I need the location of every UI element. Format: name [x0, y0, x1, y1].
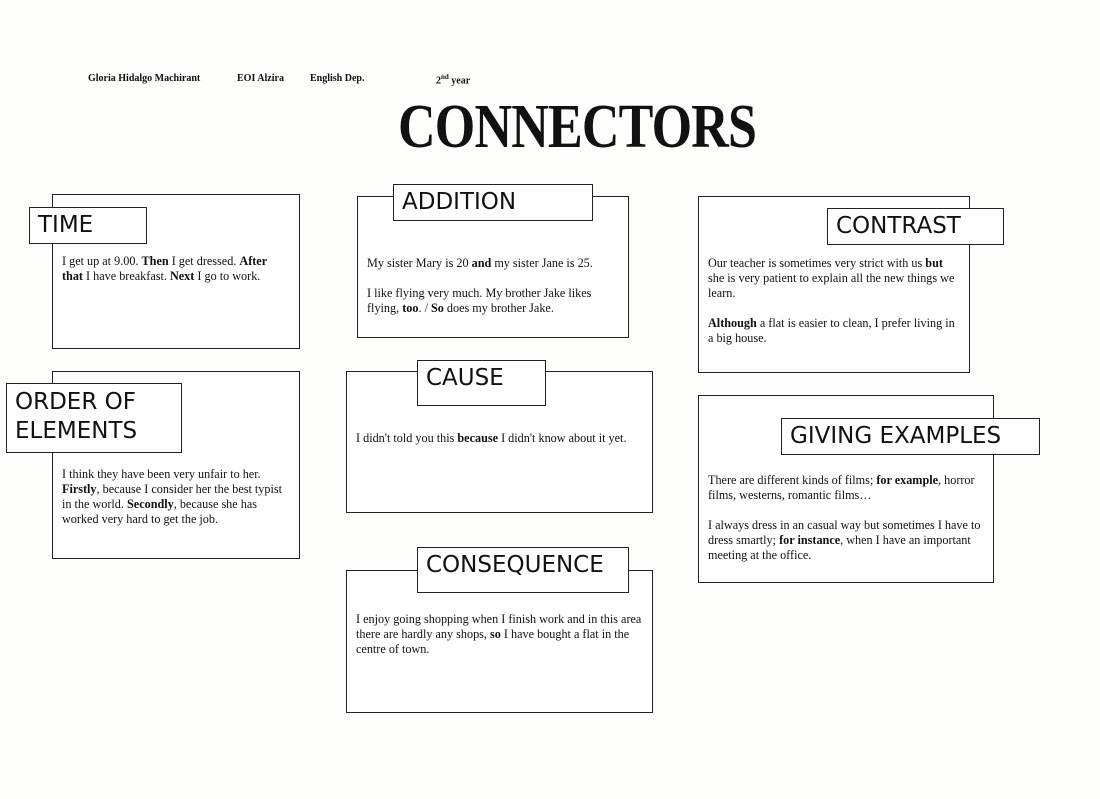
examples-example-1: There are different kinds of films; for example, horror films, westerns, romantic films… — [708, 473, 975, 502]
addition-example-1: My sister Mary is 20 and my sister Jane is 25. — [367, 256, 593, 270]
contrast-label: CONTRAST — [827, 208, 1004, 245]
time-text — [62, 254, 290, 284]
year-number: 2 — [436, 75, 441, 87]
connector-although: Although — [708, 316, 757, 330]
connector-and: and — [471, 256, 492, 270]
connector-too: too — [402, 301, 419, 315]
contrast-example-2: Although a flat is easier to clean, I prefer living in a big house. — [708, 316, 955, 345]
connector-secondly: Secondly — [127, 497, 174, 511]
connector-for-instance: for instance — [779, 533, 841, 547]
examples-label: GIVING EXAMPLES — [781, 418, 1040, 455]
addition-label: ADDITION — [393, 184, 593, 221]
connector-so: So — [431, 301, 444, 315]
consequence-label: CONSEQUENCE — [417, 547, 629, 593]
time-example: I get up at 9.00. Then I get dressed. After that I have breakfast. Next I go to work. — [62, 254, 267, 283]
cause-text — [356, 431, 641, 446]
addition-example-2: I like flying very much. My brother Jake likes flying, too. / So does my brother Jake. — [367, 286, 592, 315]
school-name: EOI Alzira — [237, 73, 284, 84]
department-name: English Dep. — [310, 73, 365, 84]
year-word: year — [451, 75, 471, 87]
connector-after-that: After that — [62, 254, 267, 283]
contrast-example-1: Our teacher is sometimes very strict with us but she is very patient to explain all the new things we learn. — [708, 256, 955, 300]
addition-text — [367, 256, 617, 316]
connector-so-result: so — [490, 627, 501, 641]
consequence-example: I enjoy going shopping when I finish work and in this area there are hardly any shops, so I have bought a flat in the centre of town. — [356, 612, 642, 656]
time-label: TIME — [29, 207, 147, 244]
connector-because: because — [457, 431, 499, 445]
examples-example-2: I always dress in an casual way but sometimes I have to dress smartly; for instance, when I have an important meeting at the office. — [708, 518, 981, 562]
cause-label: CAUSE — [417, 360, 546, 406]
connector-next: Next — [169, 269, 195, 283]
page-title: CONNECTORS — [398, 93, 757, 161]
course-year — [436, 73, 470, 86]
consequence-text — [356, 612, 644, 657]
cause-example: I didn't told you this because I didn't know about it yet. — [356, 431, 627, 445]
connector-but: but — [925, 256, 943, 270]
order-example: I think they have been very unfair to her. Firstly, because I consider her the best typist in the world. Secondly, because she has worked very hard to get the job. — [62, 467, 282, 526]
order-label: ORDER OF ELEMENTS — [6, 383, 182, 453]
author-name: Gloria Hidalgo Machirant — [88, 73, 201, 84]
examples-text — [708, 473, 984, 563]
order-text — [62, 467, 288, 527]
connector-firstly: Firstly — [62, 482, 97, 496]
connector-then: Then — [141, 254, 169, 268]
year-suffix: nd — [441, 73, 449, 81]
connector-for-example: for example — [876, 473, 939, 487]
contrast-text — [708, 256, 958, 346]
